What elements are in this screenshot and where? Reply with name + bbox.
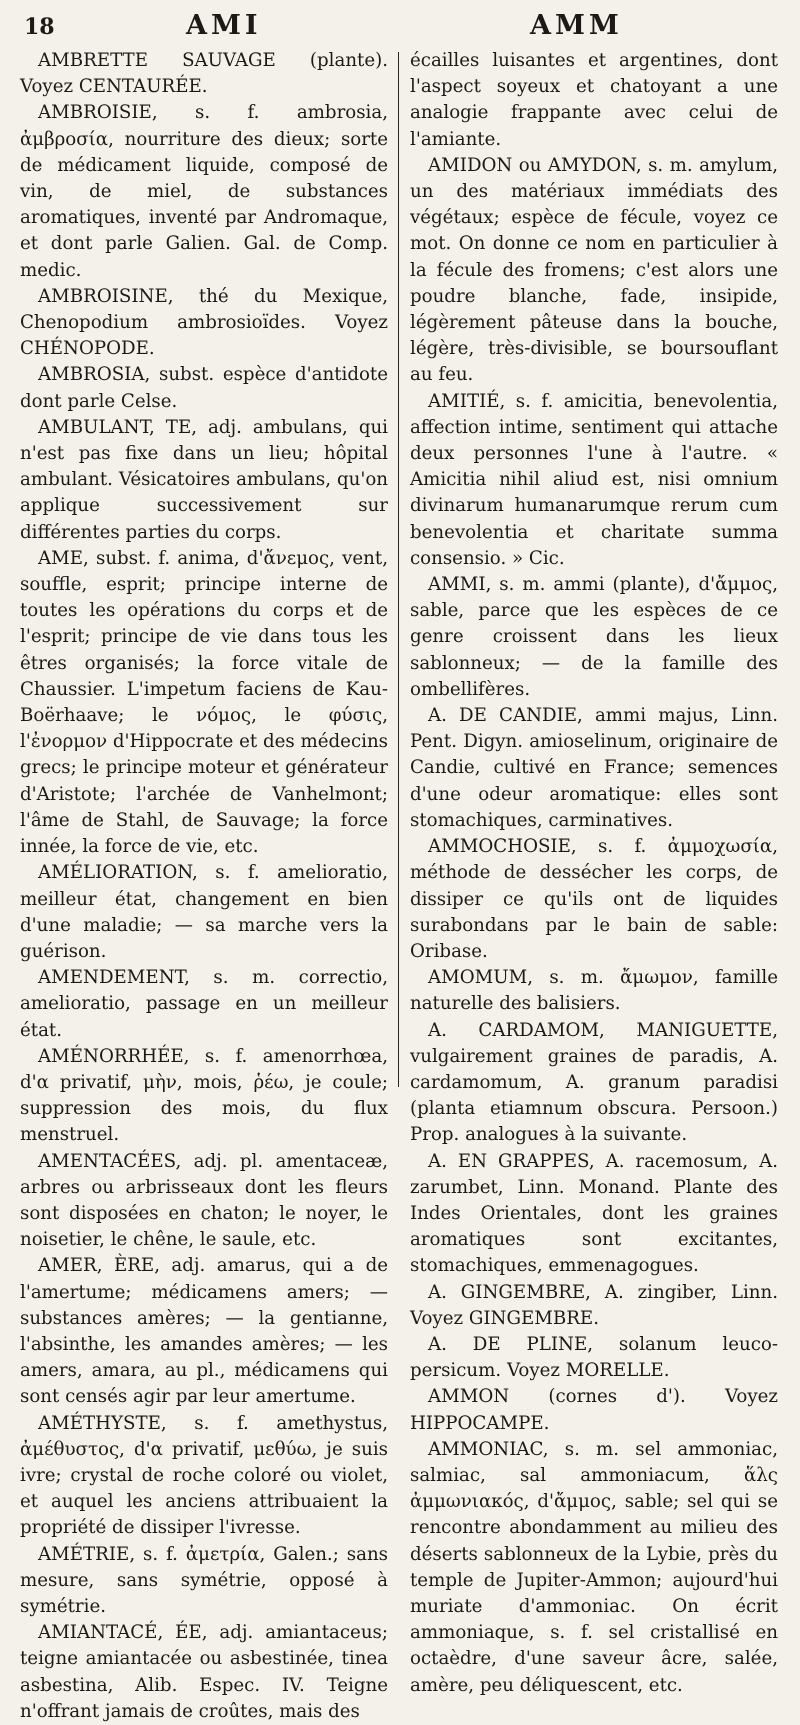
entry-ammi-de-candie: A. DE CANDIE, ammi majus, Linn. Pent. Digyn. amioselinum, originaire de Candie, cultivé en France; semences d'une odeur aromatique: elles sont stomachiques, carminatives. — [410, 705, 778, 831]
entry-amomum-gingembre: A. GINGEMBRE, A. zingiber, Linn. Voyez GINGEMBRE. — [410, 1281, 778, 1329]
entry-amethyste: AMÉTHYSTE, s. f. amethystus, ἀμέθυστος, d'α privatif, μεθύω, je suis ivre; crystal de roche coloré ou violet, et auquel les anciens attribuaient la propriété de dissiper l'ivresse. — [20, 1412, 388, 1539]
entry-amer: AMER, ÈRE, adj. amarus, qui a de l'amertume; médicamens amers; — substances amères; — la gentianne, l'absinthe, les amandes amères; — les amers, amara, au pl., médicamens qui sont censés agir par leur amertume. — [20, 1255, 388, 1408]
entry-ammoniac: AMMONIAC, s. m. sel ammoniac, salmiac, sal ammoniacum, ἅλς ἀμμωνιακός, d'ἄμμος, sable; sel qui se rencontre abondamment au milieu des déserts sablonneux de la Lybie, près du temple de Jupiter-Ammon; aujourd'hui muriate d'ammoniac. On écrit ammoniaque, s. f. sel cristallisé en octaèdre, d'une saveur âcre, salée, amère, peu déliquescent, etc. — [410, 1438, 778, 1696]
entry-amelioration: AMÉLIORATION, s. f. amelioratio, meilleur état, changement en bien d'une maladie; — sa marche vers la guérison. — [20, 862, 388, 962]
entry-ambulant: AMBULANT, TE, adj. ambulans, qui n'est pas fixe dans un lieu; hôpital ambulant. Vésicatoires ambulans, qu'on applique successivement sur différentes parties du corps. — [20, 416, 388, 543]
running-head-right: AMM — [530, 10, 623, 41]
entry-ambroisie: AMBROISIE, s. f. ambrosia, ἀμβροσία, nourriture des dieux; sorte de médicament liquide, composé de vin, de miel, de substances aromatiques, inventé par Andromaque, et dont parle Galien. Gal. de Comp. medic. — [20, 102, 388, 281]
column-divider — [398, 52, 399, 1087]
entry-amomum: AMOMUM, s. m. ἄμωμον, famille naturelle des balisiers. — [410, 967, 778, 1015]
entry-amendement: AMENDEMENT, s. m. correctio, amelioratio, passage en un meilleur état. — [20, 967, 388, 1041]
running-head-left: AMI — [186, 10, 262, 41]
entry-amitie: AMITIÉ, s. f. amicitia, benevolentia, affection intime, sentiment qui attache deux personnes l'une à l'autre. « Amicitia nihil aliud est, nisi omnium divinarum humanarumque rerum cum benevolentia et charitate summa consensio. » Cic. — [410, 390, 778, 569]
right-column — [410, 48, 778, 1699]
left-column — [20, 48, 388, 1725]
entry-amenorrhee: AMÉNORRHÉE, s. f. amenorrhœa, d'α privatif, μὴν, mois, ῥέω, je coule; suppression des mois, du flux menstruel. — [20, 1045, 388, 1146]
entry-ammochosie: AMMOCHOSIE, s. f. ἀμμοχωσία, méthode de dessécher les corps, de dissiper ce qu'ils ont de liquides surabondans par le bain de sable: Oribase. — [410, 836, 778, 962]
page-header — [0, 0, 800, 44]
entry-ambroisine: AMBROISINE, thé du Mexique, Chenopodium ambrosioïdes. Voyez CHÉNOPODE. — [20, 285, 388, 360]
entry-ambrosia: AMBROSIA, subst. espèce d'antidote dont parle Celse. — [20, 364, 388, 412]
entry-ame: AME, subst. f. anima, d'ἄνεμος, vent, souffle, esprit; principe interne de toutes les opérations du corps et de l'esprit; principe de vie dans tous les êtres organisés; la force vitale de Chaussier. L'impetum faciens de Kau-Boërhaave; le νόμος, le φύσις, l'ἐνορμον d'Hippocrate et des médecins grecs; le principe moteur et générateur d'Aristote; l'archée de Vanhelmont; l'âme de Stahl, de Sauvage; la force innée, la force de vie, etc. — [20, 547, 388, 858]
entry-amiantace: AMIANTACÉ, ÉE, adj. amiantaceus; teigne amiantacée ou asbestinée, tinea asbestina, Alib. Espec. IV. Teigne n'offrant jamais de croûtes, mais des — [20, 1622, 388, 1722]
entry-ametrie: AMÉTRIE, s. f. ἀμετρία, Galen.; sans mesure, sans symétrie, opposé à symétrie. — [20, 1543, 388, 1617]
entry-ammi: AMMI, s. m. ammi (plante), d'ἄμμος, sable, parce que les espèces de ce genre croissent dans les lieux sablonneux; — de la famille des ombellifères. — [410, 574, 778, 700]
entry-amomum-cardamom: A. CARDAMOM, MANIGUETTE, vulgairement graines de paradis, A. cardamomum, A. granum paradisi (planta etiamnum obscura. Persoon.) Prop. analogues à la suivante. — [410, 1019, 778, 1146]
entry-amomum-de-pline: A. DE PLINE, solanum leuco-persicum. Voyez MORELLE. — [410, 1333, 778, 1382]
entry-amentacees: AMENTACÉES, adj. pl. amentaceæ, arbres ou arbrisseaux dont les fleurs sont disposées en chaton; le noyer, le noisetier, le chêne, le saule, etc. — [20, 1150, 388, 1251]
entry-amidon: AMIDON ou AMYDON, s. m. amylum, un des matériaux immédiats des végétaux; espèce de fécule, voyez ce mot. On donne ce nom en particulier à la fécule des fromens; c'est alors une poudre blanche, fade, insipide, légèrement pâteuse dans la bouche, légère, très-divisible, se boursouflant au feu. — [410, 154, 778, 386]
entry-ambrette: AMBRETTE SAUVAGE (plante). Voyez CENTAURÉE. — [20, 50, 388, 98]
page-number: 18 — [24, 14, 55, 40]
entry-amiantace-continued: écailles luisantes et argentines, dont l'aspect soyeux et chatoyant a une analogie frappante avec celui de l'amiante. — [410, 50, 778, 150]
entry-ammon: AMMON (cornes d'). Voyez HIPPOCAMPE. — [410, 1386, 778, 1434]
entry-amomum-en-grappes: A. EN GRAPPES, A. racemosum, A. zarumbet, Linn. Monand. Plante des Indes Orientales, dont les graines aromatiques sont excitantes, stomachiques, emmenagogues. — [410, 1150, 778, 1277]
